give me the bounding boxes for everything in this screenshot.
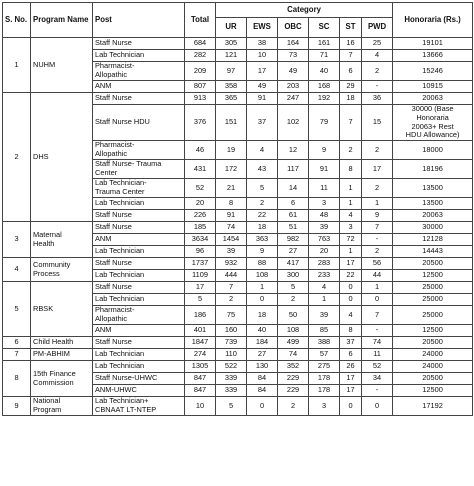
- cell-st: 8: [340, 160, 362, 179]
- table-row: [3, 361, 473, 373]
- cell-ur: 358: [216, 81, 247, 93]
- cell-sc: 9: [309, 141, 340, 160]
- cell-pwd: 34: [362, 373, 393, 385]
- cell-ur: 91: [216, 210, 247, 222]
- cell-total: 282: [185, 50, 216, 62]
- cell-ur: 444: [216, 270, 247, 282]
- cell-honoraria: 20063: [393, 210, 473, 222]
- cell-ews: 17: [247, 62, 278, 81]
- cell-obc: 49: [278, 62, 309, 81]
- cell-sc: 178: [309, 385, 340, 397]
- cell-total: 5: [185, 294, 216, 306]
- cell-ews: 130: [247, 361, 278, 373]
- table-row: [3, 397, 473, 416]
- cell-ur: 19: [216, 141, 247, 160]
- cell-pwd: 56: [362, 258, 393, 270]
- cell-ews: 91: [247, 93, 278, 105]
- table-row: [3, 349, 473, 361]
- cell-obc: 6: [278, 198, 309, 210]
- cell-sno: 9: [3, 397, 31, 416]
- cell-program: DHS: [31, 93, 93, 222]
- cell-st: 17: [340, 258, 362, 270]
- cell-pwd: 7: [362, 222, 393, 234]
- cell-post: Lab Technician+ CBNAAT LT-NTEP: [93, 397, 185, 416]
- cell-sc: 40: [309, 62, 340, 81]
- cell-obc: 247: [278, 93, 309, 105]
- cell-ur: 739: [216, 337, 247, 349]
- cell-ur: 74: [216, 222, 247, 234]
- cell-obc: 2: [278, 294, 309, 306]
- cell-st: 16: [340, 38, 362, 50]
- cell-ews: 1: [247, 282, 278, 294]
- cell-ur: 75: [216, 306, 247, 325]
- cell-ews: 5: [247, 179, 278, 198]
- cell-ur: 932: [216, 258, 247, 270]
- cell-sc: 233: [309, 270, 340, 282]
- cell-obc: 352: [278, 361, 309, 373]
- cell-total: 209: [185, 62, 216, 81]
- cell-ur: 8: [216, 198, 247, 210]
- table-row: [3, 337, 473, 349]
- cell-ews: 108: [247, 270, 278, 282]
- cell-ews: 88: [247, 258, 278, 270]
- cell-post: Lab Technician: [93, 50, 185, 62]
- header-sno: S. No.: [3, 3, 31, 38]
- cell-obc: 102: [278, 105, 309, 141]
- cell-total: 684: [185, 38, 216, 50]
- cell-post: Staff Nurse: [93, 337, 185, 349]
- cell-post: Staff Nurse: [93, 93, 185, 105]
- cell-honoraria: 12500: [393, 325, 473, 337]
- recruitment-table: [2, 2, 473, 416]
- cell-program: Community Process: [31, 258, 93, 282]
- cell-honoraria: 17192: [393, 397, 473, 416]
- cell-obc: 27: [278, 246, 309, 258]
- cell-post: Staff Nurse HDU: [93, 105, 185, 141]
- cell-total: 274: [185, 349, 216, 361]
- header-total: Total: [185, 3, 216, 38]
- cell-sc: 192: [309, 93, 340, 105]
- cell-program: Child Health: [31, 337, 93, 349]
- cell-total: 52: [185, 179, 216, 198]
- cell-honoraria: 30000: [393, 222, 473, 234]
- cell-sc: 3: [309, 198, 340, 210]
- cell-pwd: -: [362, 385, 393, 397]
- cell-honoraria: 12128: [393, 234, 473, 246]
- cell-ur: 365: [216, 93, 247, 105]
- header-post: Post: [93, 3, 185, 38]
- cell-ur: 7: [216, 282, 247, 294]
- cell-post: ANM-UHWC: [93, 385, 185, 397]
- cell-pwd: 36: [362, 93, 393, 105]
- cell-pwd: 11: [362, 349, 393, 361]
- cell-obc: 499: [278, 337, 309, 349]
- cell-sc: 91: [309, 160, 340, 179]
- cell-program: 15th Finance Commission: [31, 361, 93, 397]
- cell-honoraria: 20063: [393, 93, 473, 105]
- cell-pwd: 44: [362, 270, 393, 282]
- cell-post: Lab Technician: [93, 270, 185, 282]
- cell-honoraria: 15246: [393, 62, 473, 81]
- cell-st: 3: [340, 222, 362, 234]
- cell-st: 7: [340, 50, 362, 62]
- cell-honoraria: 10915: [393, 81, 473, 93]
- cell-total: 1847: [185, 337, 216, 349]
- cell-honoraria: 20500: [393, 258, 473, 270]
- cell-obc: 203: [278, 81, 309, 93]
- cell-obc: 61: [278, 210, 309, 222]
- cell-pwd: -: [362, 325, 393, 337]
- cell-total: 913: [185, 93, 216, 105]
- cell-honoraria: 20500: [393, 373, 473, 385]
- header-pwd: PWD: [362, 18, 393, 38]
- cell-sc: 275: [309, 361, 340, 373]
- cell-sno: 6: [3, 337, 31, 349]
- cell-post: Staff Nurse- Trauma Center: [93, 160, 185, 179]
- table-row: [3, 282, 473, 294]
- cell-st: 7: [340, 105, 362, 141]
- cell-obc: 229: [278, 373, 309, 385]
- cell-pwd: 0: [362, 397, 393, 416]
- cell-st: 1: [340, 198, 362, 210]
- cell-obc: 73: [278, 50, 309, 62]
- cell-program: NUHM: [31, 38, 93, 93]
- cell-pwd: -: [362, 234, 393, 246]
- cell-sc: 161: [309, 38, 340, 50]
- cell-obc: 5: [278, 282, 309, 294]
- cell-st: 26: [340, 361, 362, 373]
- cell-ews: 43: [247, 160, 278, 179]
- cell-ur: 160: [216, 325, 247, 337]
- cell-honoraria: 13500: [393, 179, 473, 198]
- cell-total: 186: [185, 306, 216, 325]
- cell-ur: 339: [216, 385, 247, 397]
- cell-honoraria: 24000: [393, 361, 473, 373]
- header-st: ST: [340, 18, 362, 38]
- cell-ur: 151: [216, 105, 247, 141]
- cell-obc: 74: [278, 349, 309, 361]
- cell-sno: 1: [3, 38, 31, 93]
- cell-ur: 339: [216, 373, 247, 385]
- cell-post: Staff Nurse: [93, 258, 185, 270]
- cell-pwd: 2: [362, 179, 393, 198]
- cell-total: 226: [185, 210, 216, 222]
- cell-pwd: 7: [362, 306, 393, 325]
- cell-ews: 0: [247, 294, 278, 306]
- cell-pwd: 4: [362, 50, 393, 62]
- cell-st: 29: [340, 81, 362, 93]
- cell-sc: 57: [309, 349, 340, 361]
- cell-ews: 2: [247, 198, 278, 210]
- cell-obc: 229: [278, 385, 309, 397]
- cell-st: 37: [340, 337, 362, 349]
- cell-sno: 2: [3, 93, 31, 222]
- table-row: [3, 38, 473, 50]
- cell-ur: 1454: [216, 234, 247, 246]
- cell-total: 3634: [185, 234, 216, 246]
- cell-obc: 164: [278, 38, 309, 50]
- cell-ews: 84: [247, 373, 278, 385]
- cell-post: ANM: [93, 234, 185, 246]
- cell-total: 46: [185, 141, 216, 160]
- cell-obc: 50: [278, 306, 309, 325]
- cell-ur: 110: [216, 349, 247, 361]
- cell-ur: 172: [216, 160, 247, 179]
- cell-post: Staff Nurse: [93, 210, 185, 222]
- cell-total: 847: [185, 385, 216, 397]
- cell-obc: 51: [278, 222, 309, 234]
- cell-post: Pharmacist- Allopathic: [93, 306, 185, 325]
- cell-ews: 10: [247, 50, 278, 62]
- cell-honoraria: 20500: [393, 337, 473, 349]
- cell-obc: 982: [278, 234, 309, 246]
- cell-obc: 117: [278, 160, 309, 179]
- cell-pwd: 2: [362, 62, 393, 81]
- cell-honoraria: 25000: [393, 294, 473, 306]
- cell-pwd: 1: [362, 198, 393, 210]
- cell-post: Lab Technician: [93, 198, 185, 210]
- cell-pwd: 1: [362, 282, 393, 294]
- cell-ews: 0: [247, 397, 278, 416]
- cell-ur: 97: [216, 62, 247, 81]
- cell-ews: 9: [247, 246, 278, 258]
- cell-sc: 39: [309, 306, 340, 325]
- cell-obc: 12: [278, 141, 309, 160]
- cell-post: Staff Nurse: [93, 282, 185, 294]
- cell-pwd: 2: [362, 246, 393, 258]
- cell-pwd: -: [362, 81, 393, 93]
- cell-total: 847: [185, 373, 216, 385]
- header-sc: SC: [309, 18, 340, 38]
- cell-st: 4: [340, 210, 362, 222]
- header-honoraria: Honoraria (Rs.): [393, 3, 473, 38]
- cell-st: 1: [340, 246, 362, 258]
- cell-ews: 27: [247, 349, 278, 361]
- header-ews: EWS: [247, 18, 278, 38]
- cell-total: 1109: [185, 270, 216, 282]
- cell-sc: 178: [309, 373, 340, 385]
- cell-sc: 39: [309, 222, 340, 234]
- cell-sc: 4: [309, 282, 340, 294]
- cell-ews: 184: [247, 337, 278, 349]
- cell-honoraria: 18196: [393, 160, 473, 179]
- table-body: [3, 38, 473, 416]
- cell-ews: 84: [247, 385, 278, 397]
- cell-sc: 79: [309, 105, 340, 141]
- cell-total: 96: [185, 246, 216, 258]
- cell-honoraria: 25000: [393, 282, 473, 294]
- cell-post: Pharmacist- Allopathic: [93, 141, 185, 160]
- cell-ews: 18: [247, 306, 278, 325]
- cell-sno: 3: [3, 222, 31, 258]
- cell-sno: 8: [3, 361, 31, 397]
- cell-ur: 39: [216, 246, 247, 258]
- cell-pwd: 9: [362, 210, 393, 222]
- header-ur: UR: [216, 18, 247, 38]
- cell-honoraria: 30000 (Base Honoraria 20063+ Rest HDU Allowance): [393, 105, 473, 141]
- cell-pwd: 17: [362, 160, 393, 179]
- cell-st: 6: [340, 349, 362, 361]
- cell-pwd: 0: [362, 294, 393, 306]
- cell-st: 6: [340, 62, 362, 81]
- cell-ur: 522: [216, 361, 247, 373]
- cell-sc: 48: [309, 210, 340, 222]
- cell-st: 0: [340, 397, 362, 416]
- cell-post: Staff Nurse: [93, 222, 185, 234]
- cell-pwd: 25: [362, 38, 393, 50]
- cell-pwd: 15: [362, 105, 393, 141]
- cell-pwd: 2: [362, 141, 393, 160]
- cell-total: 376: [185, 105, 216, 141]
- cell-post: ANM: [93, 325, 185, 337]
- cell-sno: 5: [3, 282, 31, 337]
- cell-post: Pharmacist- Allopathic: [93, 62, 185, 81]
- cell-honoraria: 13500: [393, 198, 473, 210]
- cell-obc: 417: [278, 258, 309, 270]
- cell-total: 431: [185, 160, 216, 179]
- cell-obc: 14: [278, 179, 309, 198]
- cell-post: Lab Technician: [93, 246, 185, 258]
- cell-sc: 1: [309, 294, 340, 306]
- cell-obc: 2: [278, 397, 309, 416]
- table-row: [3, 222, 473, 234]
- cell-pwd: 52: [362, 361, 393, 373]
- cell-sc: 3: [309, 397, 340, 416]
- cell-ews: 37: [247, 105, 278, 141]
- cell-ur: 121: [216, 50, 247, 62]
- cell-total: 1737: [185, 258, 216, 270]
- cell-st: 72: [340, 234, 362, 246]
- cell-honoraria: 14443: [393, 246, 473, 258]
- header-program: Program Name: [31, 3, 93, 38]
- cell-sc: 11: [309, 179, 340, 198]
- cell-st: 1: [340, 179, 362, 198]
- cell-sno: 7: [3, 349, 31, 361]
- cell-st: 4: [340, 306, 362, 325]
- cell-program: National Program: [31, 397, 93, 416]
- cell-st: 0: [340, 282, 362, 294]
- cell-ur: 5: [216, 397, 247, 416]
- cell-st: 2: [340, 141, 362, 160]
- cell-st: 22: [340, 270, 362, 282]
- table-row: [3, 93, 473, 105]
- cell-ur: 305: [216, 38, 247, 50]
- cell-ews: 18: [247, 222, 278, 234]
- cell-post: Lab Technician- Trauma Center: [93, 179, 185, 198]
- cell-post: Staff Nurse: [93, 38, 185, 50]
- cell-sc: 388: [309, 337, 340, 349]
- cell-honoraria: 18000: [393, 141, 473, 160]
- cell-honoraria: 24000: [393, 349, 473, 361]
- cell-sc: 763: [309, 234, 340, 246]
- cell-ur: 21: [216, 179, 247, 198]
- cell-sno: 4: [3, 258, 31, 282]
- cell-st: 17: [340, 373, 362, 385]
- cell-st: 8: [340, 325, 362, 337]
- cell-honoraria: 13666: [393, 50, 473, 62]
- cell-sc: 71: [309, 50, 340, 62]
- cell-total: 807: [185, 81, 216, 93]
- cell-total: 185: [185, 222, 216, 234]
- cell-st: 17: [340, 385, 362, 397]
- cell-honoraria: 12500: [393, 385, 473, 397]
- cell-total: 10: [185, 397, 216, 416]
- cell-post: Lab Technician: [93, 294, 185, 306]
- cell-pwd: 74: [362, 337, 393, 349]
- cell-post: Staff Nurse-UHWC: [93, 373, 185, 385]
- cell-honoraria: 25000: [393, 306, 473, 325]
- cell-honoraria: 19101: [393, 38, 473, 50]
- cell-program: PM-ABHIM: [31, 349, 93, 361]
- cell-sc: 20: [309, 246, 340, 258]
- cell-ews: 363: [247, 234, 278, 246]
- cell-ews: 38: [247, 38, 278, 50]
- table-row: [3, 258, 473, 270]
- cell-ews: 49: [247, 81, 278, 93]
- cell-total: 17: [185, 282, 216, 294]
- cell-total: 401: [185, 325, 216, 337]
- cell-obc: 300: [278, 270, 309, 282]
- cell-st: 0: [340, 294, 362, 306]
- cell-total: 1305: [185, 361, 216, 373]
- cell-sc: 283: [309, 258, 340, 270]
- cell-total: 20: [185, 198, 216, 210]
- header-obc: OBC: [278, 18, 309, 38]
- cell-program: RBSK: [31, 282, 93, 337]
- cell-ur: 2: [216, 294, 247, 306]
- cell-post: ANM: [93, 81, 185, 93]
- cell-post: Lab Technician: [93, 349, 185, 361]
- cell-ews: 4: [247, 141, 278, 160]
- cell-ews: 40: [247, 325, 278, 337]
- cell-ews: 22: [247, 210, 278, 222]
- header-category: Category: [216, 3, 393, 18]
- cell-honoraria: 12500: [393, 270, 473, 282]
- cell-program: Maternal Health: [31, 222, 93, 258]
- cell-obc: 108: [278, 325, 309, 337]
- cell-post: Lab Technician: [93, 361, 185, 373]
- cell-sc: 85: [309, 325, 340, 337]
- cell-sc: 168: [309, 81, 340, 93]
- cell-st: 18: [340, 93, 362, 105]
